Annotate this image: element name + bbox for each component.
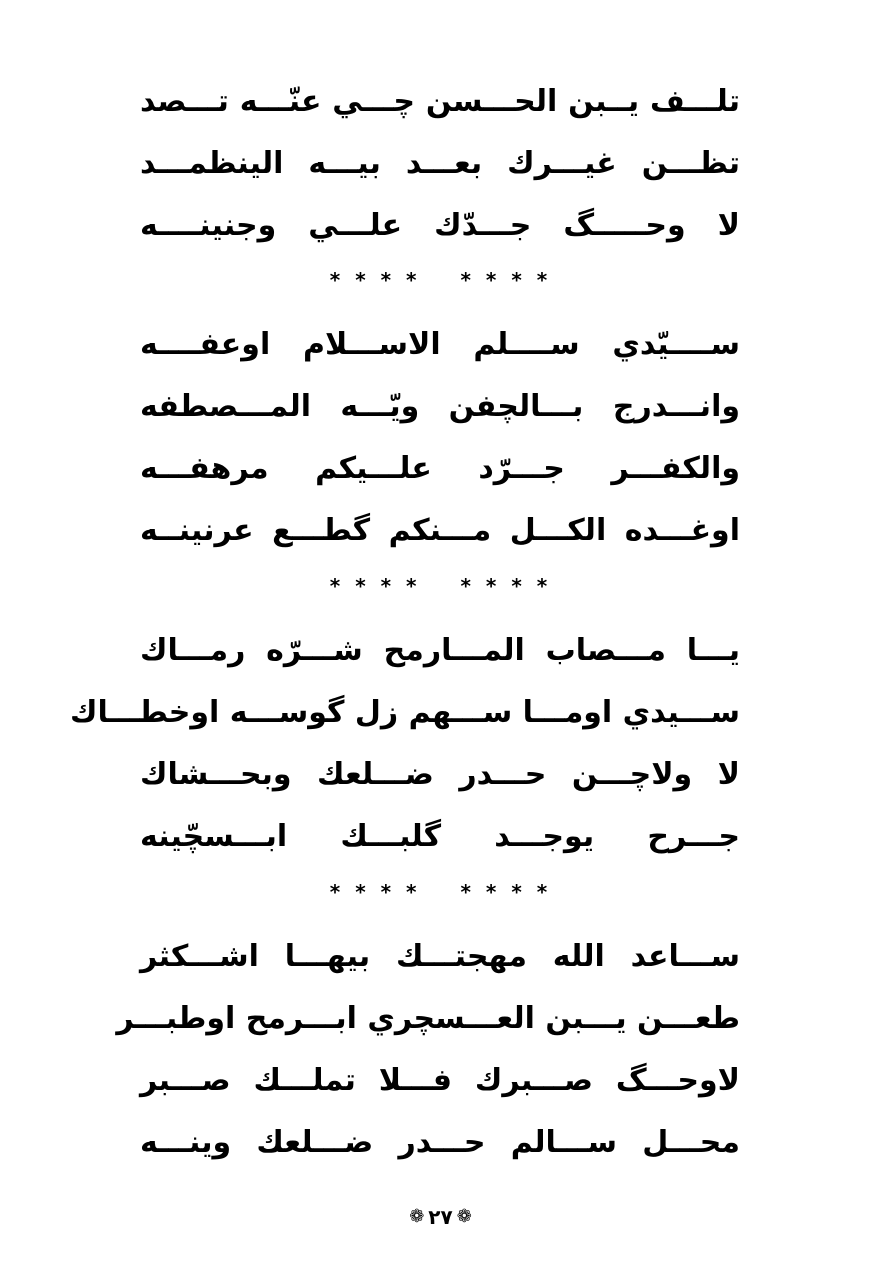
stanza-separator	[0, 268, 881, 292]
verse-line: لاوحـــگ صـــبرك فـــلا تملـــك صـــبر	[140, 1063, 740, 1098]
stanza-separator	[0, 880, 881, 904]
separator-stars-right: * * * *	[460, 880, 552, 904]
ornament-icon: ❁	[409, 1205, 425, 1227]
verse-line: ســـاعد الله مهجتـــك بيهـــا اشـــكثر	[140, 939, 740, 974]
verse-line: لا وحـــــگ جـــدّك علـــي وجنينــــه	[140, 208, 740, 243]
separator-stars-left: * * * *	[329, 574, 421, 598]
verse-line: اوغـــده الكـــل مـــنكم گطـــع عرنينــه	[140, 513, 740, 548]
verse-line: تظـــن غيـــرك بعـــد بيـــه الينظمـــد	[140, 146, 740, 181]
page-number-value: ٢٧	[428, 1204, 453, 1229]
verse-line: محـــل ســـالم حـــدر ضـــلعك وينـــه	[140, 1125, 740, 1160]
page-number	[0, 1198, 881, 1232]
verse-line: وانـــدرج بـــالچفن ويّـــه المـــصطفه	[140, 389, 740, 424]
separator-stars-right: * * * *	[460, 574, 552, 598]
verse-line: يـــا مـــصاب المـــارمح شـــرّه رمـــاك	[140, 633, 740, 668]
separator-stars-right: * * * *	[460, 268, 552, 292]
ornament-icon: ❁	[456, 1205, 472, 1227]
separator-stars-left: * * * *	[329, 268, 421, 292]
verse-line: طعـــن يـــبن العـــسچري ابـــرمح اوطبـــر	[116, 1001, 740, 1036]
separator-stars-left: * * * *	[329, 880, 421, 904]
verse-line: ســــيّدي ســــلم الاســـلام اوعفــــه	[140, 327, 740, 362]
verse-line: ســـيدي اومـــا ســـهم زل گوســـه اوخطـــاك	[70, 695, 740, 730]
verse-line: تلـــف يــبن الحـــسن چـــي عنّـــه تـــصد	[140, 84, 740, 119]
verse-line: والكفـــر جـــرّد علـــيكم مرهفـــه	[140, 451, 740, 486]
verse-line: جـــرح يوجـــد گلبـــك ابـــسچّينه	[140, 819, 740, 854]
verse-line: لا ولاچـــن حـــدر ضـــلعك وبحـــشاك	[140, 757, 740, 792]
stanza-separator	[0, 574, 881, 598]
